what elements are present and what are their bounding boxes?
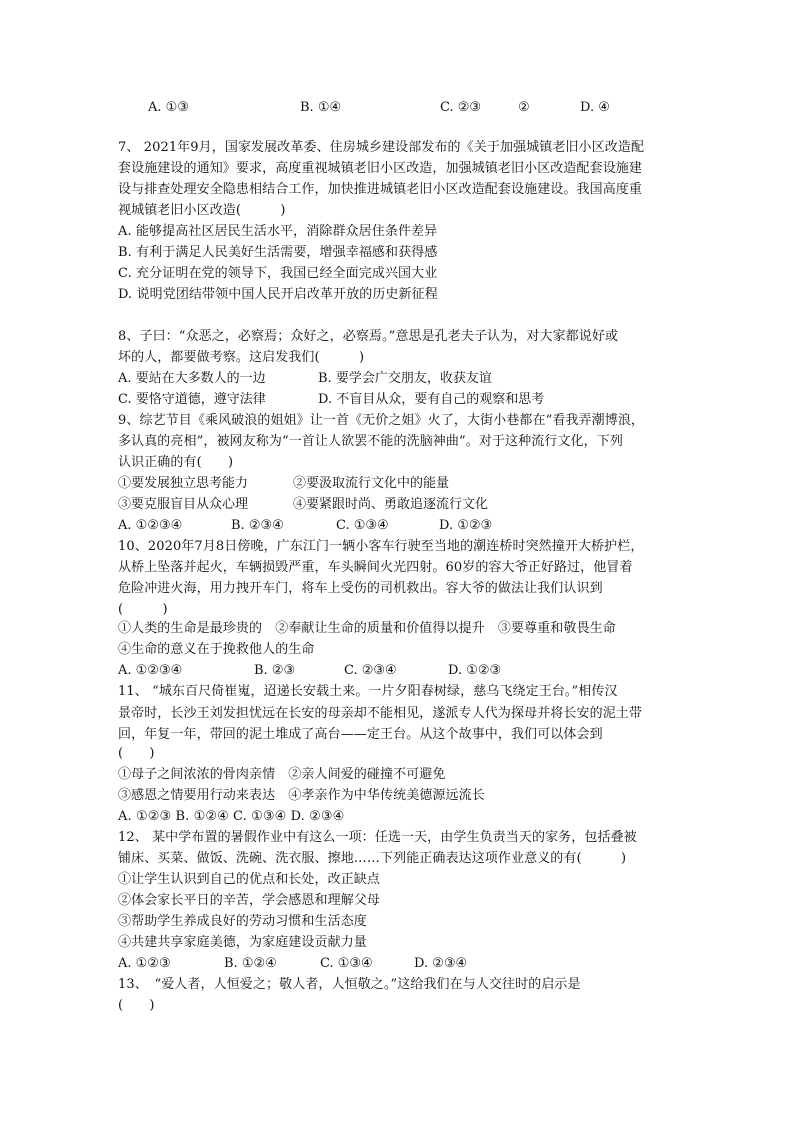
q12-item-4: ④共建共享家庭美德，为家庭建设贡献力量 [118, 935, 367, 950]
q11-stem-line-1: 11、 “城东百尺倚崔嵬，迢递长安载土来。一片夕阳春树绿，慈乌飞绕定王台。”相传汉 [118, 684, 618, 699]
q9-option-b: B. ②③④ [231, 518, 284, 533]
q9-stem-line-1: 9、综艺节目《乘风破浪的姐姐》让一首《无价之姐》火了，大街小巷都在“看我弄潮博浪， [118, 413, 645, 428]
q10-option-c: C. ②③④ [344, 663, 397, 678]
q9-items-row-1 [118, 475, 449, 492]
q10-option-b: B. ②③ [254, 663, 296, 678]
q9-item-2: ②要汲取流行文化中的能量 [293, 476, 450, 491]
q10-stem-line-1: 10、2020年7月8日傍晚，广东江门一辆小客车行驶至当地的潮连桥时突然撞开大桥护栏， [118, 539, 644, 554]
q8-option-b: B. 要学会广交朋友，收获友谊 [318, 371, 492, 386]
q13-stem-line-2: ( ) [118, 998, 155, 1013]
q8-option-c: C. 要恪守道德，遵守法律 [118, 392, 266, 407]
q11-stem-line-4: ( ) [118, 746, 155, 761]
q9-options [118, 517, 492, 534]
q11-items-line-1: ①母子之间浓浓的骨肉亲情 ②亲人间爱的碰撞不可避免 [118, 767, 446, 782]
option-b: B. ①④ [300, 100, 342, 115]
q9-items-row-2 [118, 496, 488, 513]
q8-options-row-1 [118, 370, 492, 387]
q9-item-3: ③要克服盲目从众心理 [118, 497, 249, 512]
q10-option-d: D. ①②③ [448, 663, 502, 678]
q9-item-1: ①要发展独立思考能力 [118, 476, 249, 491]
q7-option-b: B. 有利于满足人民美好生活需要，增强幸福感和获得感 [118, 245, 438, 260]
q10-option-a: A. ①②③④ [118, 663, 183, 678]
q7-stem-line-1: 7、 2021年9月，国家发展改革委、住房城乡建设部发布的《关于加强城镇老旧小区改造配 [118, 140, 645, 155]
q8-stem-line-2: 坏的人，都要做考察。这启发我们( ) [118, 350, 365, 365]
q12-option-a: A. ①②③ [118, 956, 171, 971]
q12-option-b: B. ①②④ [224, 956, 277, 971]
option-c-extra: ② [518, 100, 530, 115]
q9-stem-line-2: 多认真的亮相”，被网友称为“一首让人欲罢不能的洗脑神曲”。对于这种流行文化，下列 [118, 434, 623, 449]
q10-stem-line-4: ( ) [118, 602, 168, 617]
option-c: C. ②③ [440, 100, 482, 115]
q8-stem-line-1: 8、子曰：“众恶之，必察焉；众好之，必察焉。”意思是孔老夫子认为，对大家都说好或 [118, 329, 619, 344]
q9-option-c: C. ①③④ [336, 518, 389, 533]
question-6-options [118, 99, 678, 116]
q9-stem-line-3: 认识正确的有( ) [118, 455, 234, 470]
q12-option-d: D. ②③④ [414, 956, 468, 971]
q7-option-c: C. 充分证明在党的领导下，我国已经全面完成兴国大业 [118, 266, 438, 281]
q13-stem-line-1: 13、 “爱人者，人恒爱之；敬人者，人恒敬之。”这给我们在与人交往时的启示是 [118, 977, 581, 992]
q11-items-line-2: ③感恩之情要用行动来表达 ④孝亲作为中华传统美德源远流长 [118, 788, 485, 803]
q8-option-a: A. 要站在大多数人的一边 [118, 371, 266, 386]
option-d: D. ④ [580, 100, 610, 115]
q7-option-d: D. 说明党团结带领中国人民开启改革开放的历史新征程 [118, 287, 438, 302]
q10-items-line-1: ①人类的生命是最珍贵的 ②奉献让生命的质量和价值得以提升 ③要尊重和敬畏生命 [118, 621, 616, 636]
q12-option-c: C. ①③④ [320, 956, 373, 971]
q12-stem-line-2: 铺床、买菜、做饭、洗碗、洗衣服、擦地……下列能正确表达这项作业意义的有( ) [118, 851, 627, 866]
q12-item-3: ③帮助学生养成良好的劳动习惯和生活态度 [118, 914, 367, 929]
q11-options: A. ①②③ B. ①②④ C. ①③④ D. ②③④ [118, 809, 345, 824]
q9-option-d: D. ①②③ [439, 518, 493, 533]
q9-option-a: A. ①②③④ [118, 518, 183, 533]
q7-stem-line-3: 设与排查处理安全隐患相结合工作，加快推进城镇老旧小区改造配套设施建设。我国高度重 [118, 182, 643, 197]
q7-stem-line-2: 套设施建设的通知》要求，高度重视城镇老旧小区改造，加强城镇老旧小区改造配套设施建 [118, 161, 643, 176]
option-a: A. ①③ [148, 100, 189, 115]
q12-item-1: ①让学生认识到自己的优点和长处，改正缺点 [118, 872, 381, 887]
q12-options [118, 955, 467, 972]
q12-stem-line-1: 12、 某中学布置的暑假作业中有这么一项：任选一天，由学生负责当天的家务，包括叠被 [118, 830, 637, 845]
q11-stem-line-2: 景帝时，长沙王刘发担忧远在长安的母亲却不能相见，遂派专人代为探母并将长安的泥土带 [118, 706, 643, 721]
q12-item-2: ②体会家长平日的辛苦，学会感恩和理解父母 [118, 893, 381, 908]
q10-stem-line-2: 从桥上坠落并起火，车辆损毁严重，车头瞬间火光四射。60岁的容大爷正好路过，他冒着 [118, 560, 633, 575]
q8-options-row-2 [118, 391, 544, 408]
q11-stem-line-3: 回，年复一年，带回的泥土堆成了高台——定王台。从这个故事中，我们可以体会到 [118, 727, 603, 742]
q7-option-a: A. 能够提高社区居民生活水平，消除群众居住条件差异 [118, 224, 438, 239]
q8-option-d: D. 不盲目从众，要有自己的观察和思考 [318, 392, 545, 407]
q10-items-line-2: ④生命的意义在于挽救他人的生命 [118, 642, 315, 657]
q10-stem-line-3: 危险冲进火海，用力拽开车门，将车上受伤的司机救出。容大爷的做法让我们认识到 [118, 581, 603, 596]
q9-item-4: ④要紧跟时尚、勇敢追逐流行文化 [293, 497, 489, 512]
q10-options [118, 662, 501, 679]
q7-stem-line-4: 视城镇老旧小区改造( ) [118, 203, 286, 218]
